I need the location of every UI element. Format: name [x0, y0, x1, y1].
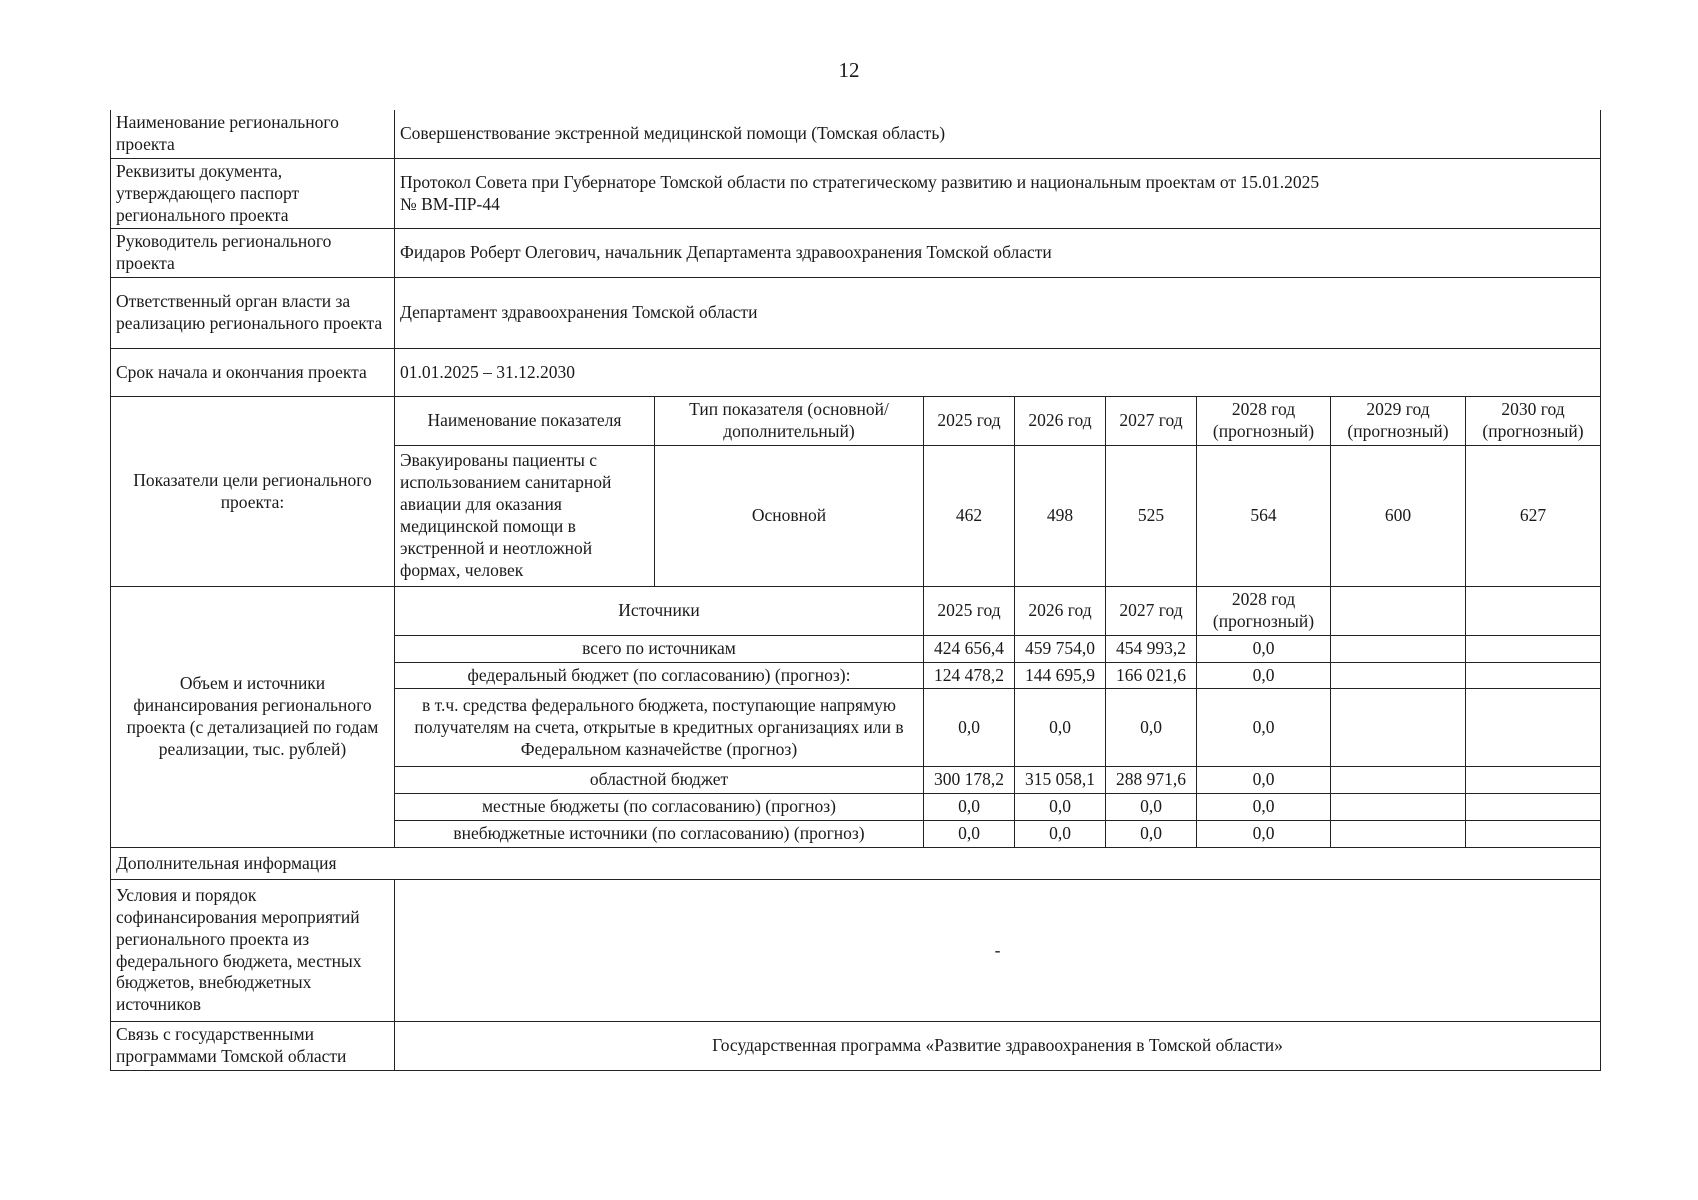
- financing-empty-cell: [1331, 767, 1466, 794]
- row-responsible-body: [111, 278, 1601, 349]
- financing-value-2025: 424 656,4: [924, 635, 1015, 662]
- label-requisites: Реквизиты документа, утверждающего паспорт регионального проекта: [111, 158, 395, 229]
- value-cofinancing: -: [395, 880, 1601, 1022]
- row-requisites: [111, 158, 1601, 229]
- label-project-term: Срок начала и окончания проекта: [111, 349, 395, 397]
- financing-value-2027: 166 021,6: [1106, 662, 1197, 689]
- financing-empty-cell: [1466, 689, 1601, 767]
- financing-value-2025: 124 478,2: [924, 662, 1015, 689]
- indicators-header-row: [111, 397, 1601, 446]
- header-2029: 2029 год (прогнозный): [1331, 397, 1466, 446]
- value-requisites: [395, 158, 1601, 229]
- financing-header-row: [111, 586, 1601, 635]
- row-project-head: [111, 229, 1601, 278]
- financing-value-2028: 0,0: [1197, 635, 1331, 662]
- fin-header-2026: 2026 год: [1015, 586, 1106, 635]
- row-state-programs: [111, 1022, 1601, 1071]
- header-2026: 2026 год: [1015, 397, 1106, 446]
- financing-source: областной бюджет: [395, 767, 924, 794]
- indicator-2025: 462: [924, 445, 1015, 586]
- financing-empty-cell: [1331, 635, 1466, 662]
- indicator-name: Эвакуированы пациенты с использованием санитарной авиации для оказания медицинской помощи в экстренной и неотложной формах, человек: [395, 445, 655, 586]
- header-indicator-name: Наименование показателя: [395, 397, 655, 446]
- label-project-head: Руководитель регионального проекта: [111, 229, 395, 278]
- label-project-name: Наименование регионального проекта: [111, 110, 395, 158]
- label-indicators: Показатели цели регионального проекта:: [111, 397, 395, 587]
- financing-value-2026: 0,0: [1015, 794, 1106, 821]
- label-cofinancing: Условия и порядок софинансирования мероприятий регионального проекта из федерального бюджета, местных бюджетов, внебюджетных источников: [111, 880, 395, 1022]
- fin-header-2028: 2028 год (прогнозный): [1197, 586, 1331, 635]
- financing-value-2027: 454 993,2: [1106, 635, 1197, 662]
- financing-value-2026: 0,0: [1015, 689, 1106, 767]
- financing-empty-cell: [1466, 635, 1601, 662]
- header-sources: Источники: [395, 586, 924, 635]
- financing-source: внебюджетные источники (по согласованию) (прогноз): [395, 821, 924, 848]
- financing-value-2026: 144 695,9: [1015, 662, 1106, 689]
- financing-value-2028: 0,0: [1197, 662, 1331, 689]
- header-2027: 2027 год: [1106, 397, 1197, 446]
- value-project-term: 01.01.2025 – 31.12.2030: [395, 349, 1601, 397]
- indicator-2028: 564: [1197, 445, 1331, 586]
- label-additional-info: Дополнительная информация: [111, 848, 1601, 880]
- financing-empty-cell: [1466, 662, 1601, 689]
- financing-empty-cell: [1466, 767, 1601, 794]
- financing-source: всего по источникам: [395, 635, 924, 662]
- header-2030: 2030 год (прогнозный): [1466, 397, 1601, 446]
- value-project-head: Фидаров Роберт Олегович, начальник Департамента здравоохранения Томской области: [395, 229, 1601, 278]
- fin-header-empty-2029: [1331, 586, 1466, 635]
- indicator-2030: 627: [1466, 445, 1601, 586]
- value-project-name: Совершенствование экстренной медицинской помощи (Томская область): [395, 110, 1601, 158]
- financing-value-2027: 0,0: [1106, 689, 1197, 767]
- indicator-2027: 525: [1106, 445, 1197, 586]
- financing-source: федеральный бюджет (по согласованию) (прогноз):: [395, 662, 924, 689]
- financing-value-2026: 459 754,0: [1015, 635, 1106, 662]
- row-project-term: [111, 349, 1601, 397]
- indicator-2029: 600: [1331, 445, 1466, 586]
- header-2025: 2025 год: [924, 397, 1015, 446]
- financing-value-2025: 0,0: [924, 794, 1015, 821]
- requisites-line-1: Протокол Совета при Губернаторе Томской области по стратегическому развитию и национальным проектам от 15.01.2025: [400, 171, 1320, 192]
- financing-source: в т.ч. средства федерального бюджета, поступающие напрямую получателям на счета, открытые в кредитных организациях или в Федеральном казначействе (прогноз): [395, 689, 924, 767]
- financing-value-2025: 0,0: [924, 689, 1015, 767]
- fin-header-2027: 2027 год: [1106, 586, 1197, 635]
- financing-empty-cell: [1466, 821, 1601, 848]
- financing-empty-cell: [1466, 794, 1601, 821]
- financing-value-2027: 0,0: [1106, 794, 1197, 821]
- header-indicator-type: Тип показателя (основной/дополнительный): [655, 397, 924, 446]
- financing-value-2026: 315 058,1: [1015, 767, 1106, 794]
- fin-header-2025: 2025 год: [924, 586, 1015, 635]
- financing-value-2028: 0,0: [1197, 794, 1331, 821]
- financing-value-2028: 0,0: [1197, 767, 1331, 794]
- label-financing: Объем и источники финансирования регионального проекта (с детализацией по годам реализации, тыс. рублей): [111, 586, 395, 847]
- indicator-type: Основной: [655, 445, 924, 586]
- financing-empty-cell: [1331, 794, 1466, 821]
- financing-empty-cell: [1331, 662, 1466, 689]
- fin-header-empty-2030: [1466, 586, 1601, 635]
- label-state-programs: Связь с государственными программами Томской области: [111, 1022, 395, 1071]
- financing-source: местные бюджеты (по согласованию) (прогноз): [395, 794, 924, 821]
- row-project-name: [111, 110, 1601, 158]
- label-responsible-body: Ответственный орган власти за реализацию регионального проекта: [111, 278, 395, 349]
- financing-value-2027: 0,0: [1106, 821, 1197, 848]
- financing-value-2025: 300 178,2: [924, 767, 1015, 794]
- row-additional-info: [111, 848, 1601, 880]
- value-responsible-body: Департамент здравоохранения Томской области: [395, 278, 1601, 349]
- indicator-2026: 498: [1015, 445, 1106, 586]
- financing-empty-cell: [1331, 821, 1466, 848]
- project-passport-table: [110, 110, 1601, 1071]
- row-cofinancing: [111, 880, 1601, 1022]
- financing-value-2028: 0,0: [1197, 821, 1331, 848]
- value-state-programs: Государственная программа «Развитие здравоохранения в Томской области»: [395, 1022, 1601, 1071]
- requisites-line-2: № ВМ-ПР-44: [400, 193, 500, 214]
- page-number: 12: [838, 58, 860, 82]
- financing-value-2026: 0,0: [1015, 821, 1106, 848]
- financing-value-2027: 288 971,6: [1106, 767, 1197, 794]
- header-2028: 2028 год (прогнозный): [1197, 397, 1331, 446]
- financing-value-2028: 0,0: [1197, 689, 1331, 767]
- financing-empty-cell: [1331, 689, 1466, 767]
- financing-value-2025: 0,0: [924, 821, 1015, 848]
